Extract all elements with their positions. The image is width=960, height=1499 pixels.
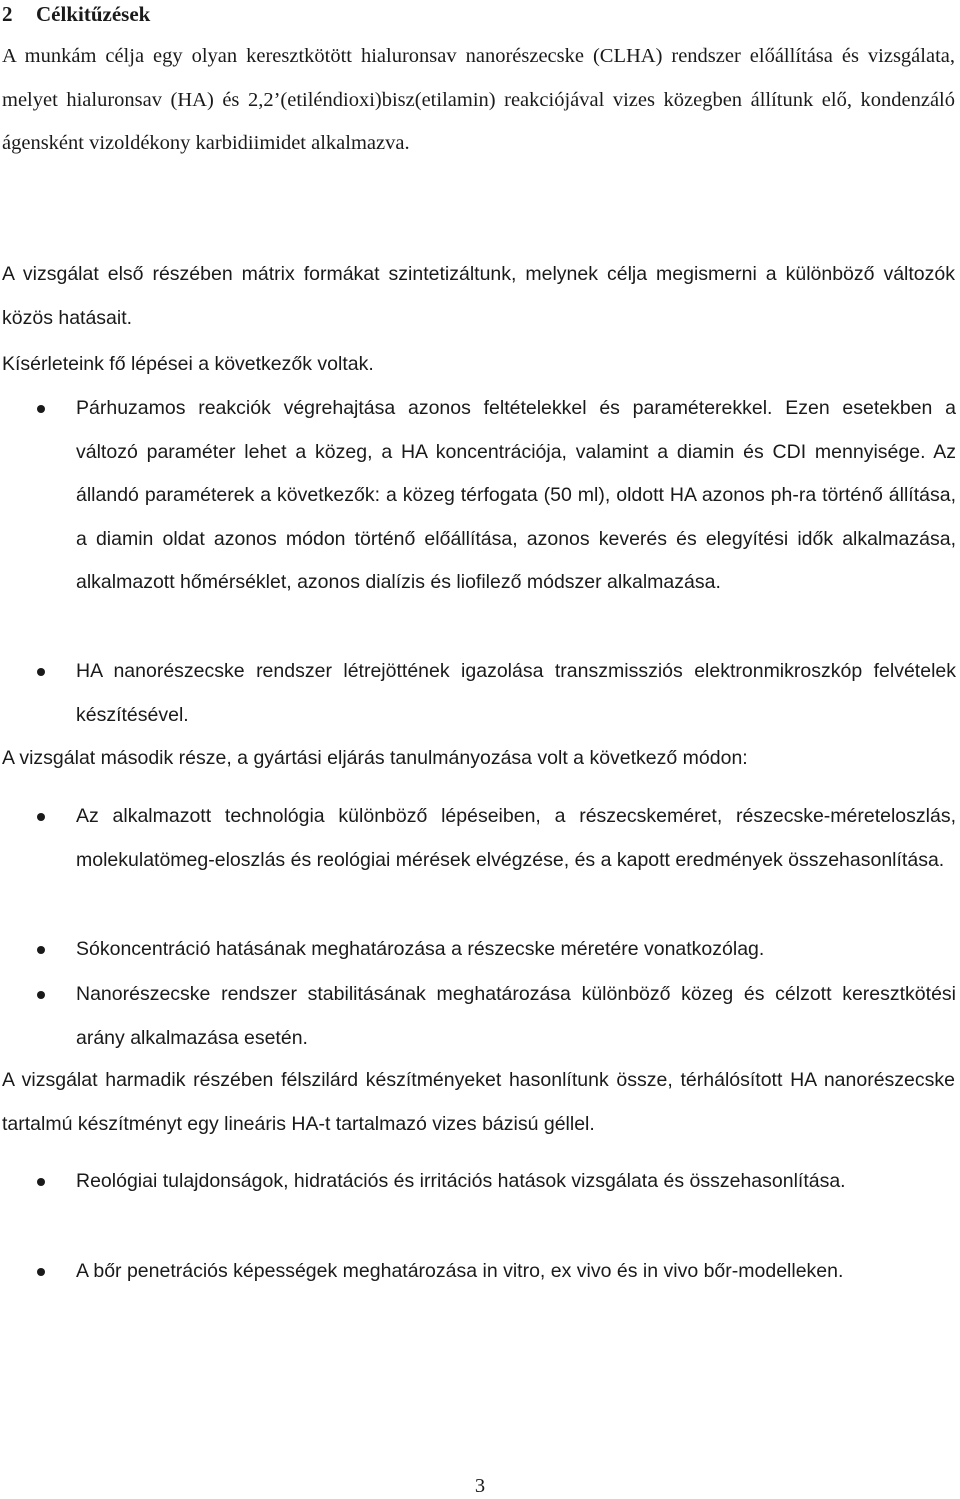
section-title: Célkitűzések: [36, 2, 151, 26]
part1-bullet-1: Párhuzamos reakciók végrehajtása azonos feltételekkel és paraméterekkel. Ezen esetekben a változó paraméter lehet a közeg, a HA koncentrációja, valamint a diamin és CDI mennyisége. Az állandó paraméterek a következők: a közeg térfogata (50 ml), oldott HA azonos ph-ra történő állítása, a diamin oldat azonos módon történő előállítása, azonos keverés és elegyítési idők alkalmazása, alkalmazott hőmérséklet, azonos dialízis és liofilező módszer alkalmazása.: [76, 397, 956, 593]
part3-bullet-2: A bőr penetrációs képességek meghatározása in vitro, ex vivo és in vivo bőr-modelleken.: [76, 1260, 844, 1282]
intro-paragraph: A munkám célja egy olyan keresztkötött hialuronsav nanorészecske (CLHA) rendszer előállítása és vizsgálata, melyet hialuronsav (HA) és 2,2’(etiléndioxi)bisz(etilamin) reakciójával vizes közegben állítunk elő, kondenzáló ágensként vizoldékony karbidiimidet alkalmazva.: [2, 45, 955, 154]
page-number: 3: [474, 1475, 486, 1497]
bullet-marker: [37, 991, 45, 999]
bullet-marker: [37, 813, 45, 821]
bullet-marker: [37, 668, 45, 676]
bullet-marker: [37, 1178, 45, 1186]
section-number: 2: [2, 2, 13, 26]
part3-paragraph: A vizsgálat harmadik részében félszilárd készítményeket hasonlítunk össze, térhálósított HA nanorészecske tartalmú készítményt egy lineáris HA-t tartalmazó vizes bázisú géllel.: [2, 1069, 955, 1135]
bullet-marker: [37, 1268, 45, 1276]
bullet-marker: [37, 405, 45, 413]
part1-bullet-2: HA nanorészecske rendszer létrejöttének igazolása transzmissziós elektronmikroszkóp felvételek készítésével.: [76, 660, 956, 726]
part1-paragraph: A vizsgálat első részében mátrix formákat szintetizáltunk, melynek célja megismerni a különböző változók közös hatásait.: [2, 263, 955, 329]
part2-paragraph: A vizsgálat második része, a gyártási eljárás tanulmányozása volt a következő módon:: [2, 747, 748, 769]
steps-intro: Kísérleteink fő lépései a következők voltak.: [2, 353, 374, 375]
part2-bullet-2: Sókoncentráció hatásának meghatározása a részecske méretére vonatkozólag.: [76, 938, 765, 960]
part3-bullet-1: Reológiai tulajdonságok, hidratációs és irritációs hatások vizsgálata és összehasonlítása.: [76, 1170, 846, 1192]
section-heading: [2, 0, 150, 28]
part2-bullet-3: Nanorészecske rendszer stabilitásának meghatározása különböző közeg és célzott keresztkötési arány alkalmazása esetén.: [76, 983, 956, 1049]
bullet-marker: [37, 946, 45, 954]
part2-bullet-1: Az alkalmazott technológia különböző lépéseiben, a részecskeméret, részecske-méreteloszlás, molekulatömeg-eloszlás és reológiai mérések elvégzése, és a kapott eredmények összehasonlítása.: [76, 805, 956, 871]
